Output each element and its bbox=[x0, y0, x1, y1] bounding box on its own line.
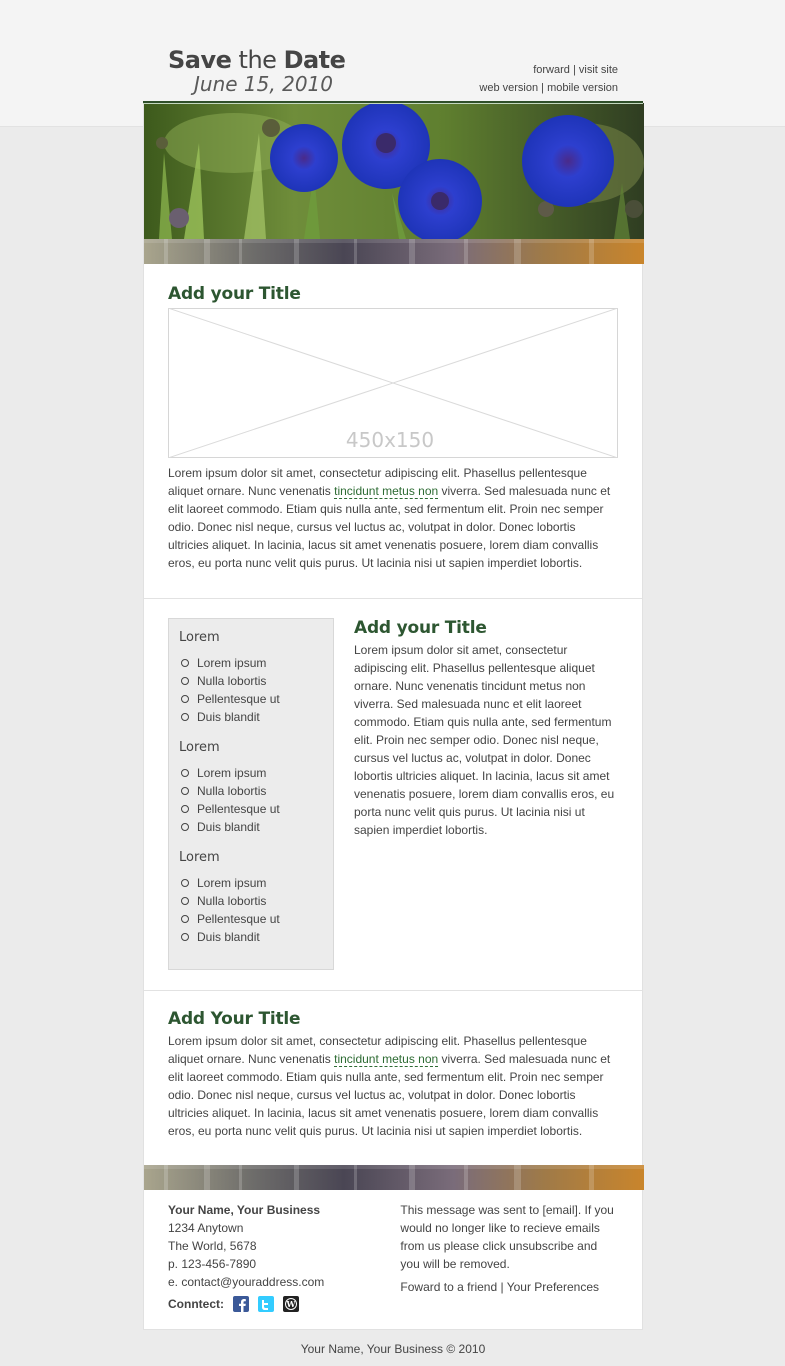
title-save: Save bbox=[168, 46, 232, 74]
list-item[interactable] bbox=[179, 672, 323, 690]
list-item-label: Lorem ipsum bbox=[197, 876, 267, 890]
hero-cornflower-image bbox=[144, 103, 644, 239]
bullet-icon bbox=[181, 677, 189, 685]
bullet-icon bbox=[181, 713, 189, 721]
list-item[interactable] bbox=[179, 690, 323, 708]
sidebar-group bbox=[179, 740, 323, 836]
section-3-title: Add Your Title bbox=[168, 1009, 301, 1029]
list-item[interactable] bbox=[179, 782, 323, 800]
list-item[interactable] bbox=[179, 708, 323, 726]
event-date: June 15, 2010 bbox=[194, 72, 333, 96]
forward-to-friend-link[interactable]: Foward to a friend bbox=[400, 1280, 498, 1294]
twitter-icon[interactable] bbox=[258, 1296, 274, 1312]
footer-links bbox=[400, 1278, 618, 1296]
visit-site-link[interactable]: visit site bbox=[578, 64, 618, 76]
list-item-label: Duis blandit bbox=[197, 820, 260, 834]
list-item-label: Duis blandit bbox=[197, 710, 260, 724]
section-2-content bbox=[354, 618, 618, 970]
contact-info bbox=[168, 1201, 400, 1317]
business-name: Your Name, Your Business bbox=[168, 1203, 321, 1217]
mobile-version-link[interactable]: mobile version bbox=[547, 82, 618, 94]
svg-text:W: W bbox=[286, 1299, 296, 1309]
notice-text: This message was sent to [email]. If you would no longer like to recieve emails from us please click unsubscribe and you will be removed. bbox=[400, 1203, 614, 1271]
sidebar-heading: Lorem bbox=[179, 630, 220, 645]
sidebar-list bbox=[179, 874, 323, 946]
list-item-label: Pellentesque ut bbox=[197, 912, 280, 926]
list-item[interactable] bbox=[179, 764, 323, 782]
list-item-label: Nulla lobortis bbox=[197, 674, 267, 688]
link-sep: | bbox=[538, 82, 548, 94]
preferences-link[interactable]: Your Preferences bbox=[506, 1280, 599, 1294]
list-item-label: Nulla lobortis bbox=[197, 784, 267, 798]
decorative-strip-top bbox=[144, 239, 644, 264]
section-3-text bbox=[168, 1032, 618, 1140]
text-part: Lorem ipsum dolor sit amet, consectetur adipiscing elit. Phasellus pellentesque aliquet ornare. Nunc venenatis bbox=[168, 1034, 587, 1066]
email-address[interactable]: e. contact@youraddress.com bbox=[168, 1275, 325, 1289]
email-wrapper bbox=[143, 0, 643, 1356]
brand bbox=[168, 46, 345, 96]
save-the-date-title bbox=[168, 46, 345, 74]
bullet-icon bbox=[181, 915, 189, 923]
list-item-label: Lorem ipsum bbox=[197, 656, 267, 670]
bullet-icon bbox=[181, 659, 189, 667]
bullet-icon bbox=[181, 823, 189, 831]
link-sep: | bbox=[497, 1280, 507, 1294]
phone: p. 123-456-7890 bbox=[168, 1257, 257, 1271]
text-part: viverra. Sed malesuada nunc et elit laoreet commodo. Etiam quis nulla ante, sed fermentum elit. Proin nec semper odio. Donec nisl neque, cursus vel luctus ac, volutpat in dolor. Donec lobortis ultricies aliquet. In lacinia, lacus sit amet venenatis posuere, lorem diam convallis eros, eu porta nunc velit quis purus. Ut lacinia nisi ut sapien imperdiet lobortis. bbox=[168, 484, 611, 570]
section-2-title: Add your Title bbox=[354, 618, 487, 638]
connect-label: Conntect: bbox=[168, 1297, 224, 1311]
list-item[interactable] bbox=[179, 928, 323, 946]
section-2 bbox=[144, 599, 642, 991]
email-body bbox=[143, 103, 643, 1330]
link-sep: | bbox=[569, 64, 579, 76]
list-item-label: Nulla lobortis bbox=[197, 894, 267, 908]
address-line-2: The World, 5678 bbox=[168, 1239, 257, 1253]
forward-link[interactable]: forward bbox=[533, 64, 570, 76]
sidebar-heading: Lorem bbox=[179, 740, 220, 755]
decorative-strip-bottom bbox=[144, 1165, 644, 1190]
text-part: Lorem ipsum dolor sit amet, consectetur adipiscing elit. Phasellus pellentesque aliquet ornare. Nunc venenatis bbox=[168, 466, 587, 498]
image-placeholder bbox=[168, 308, 618, 458]
section-3 bbox=[144, 991, 642, 1165]
bullet-icon bbox=[181, 897, 189, 905]
text-part: viverra. Sed malesuada nunc et elit laoreet commodo. Etiam quis nulla ante, sed fermentum elit. Proin nec semper odio. Donec nisl neque, cursus vel luctus ac, volutpat in dolor. Donec lobortis ultricies aliquet. In lacinia, lacus sit amet venenatis posuere, lorem diam convallis eros, eu porta nunc velit quis purus. Ut lacinia nisi ut sapien imperdiet lobortis. bbox=[168, 1052, 611, 1138]
highlight-link[interactable]: tincidunt metus non bbox=[334, 484, 439, 498]
web-version-link[interactable]: web version bbox=[479, 82, 539, 94]
section-1 bbox=[144, 264, 642, 599]
placeholder-size-label: 450x150 bbox=[345, 428, 435, 452]
list-item-label: Pellentesque ut bbox=[197, 802, 280, 816]
list-item[interactable] bbox=[179, 892, 323, 910]
highlight-link[interactable]: tincidunt metus non bbox=[334, 1052, 439, 1066]
section-2-text: Lorem ipsum dolor sit amet, consectetur adipiscing elit. Phasellus pellentesque aliquet ornare. Nunc venenatis tincidunt metus non viverra. Sed malesuada nunc et elit laoreet commodo. Etiam quis nulla ante, sed fermentum elit. Proin nec semper odio. Donec nisl neque, cursus vel luctus ac, volutpat in dolor. Donec lobortis ultricies aliquet. In lacinia, lacus sit amet venenatis posuere, lorem diam convallis eros, eu porta nunc velit quis purus. Ut lacinia nisi ut sapien imperdiet lobortis. bbox=[354, 643, 615, 837]
section-1-title: Add your Title bbox=[168, 284, 301, 304]
list-item-label: Lorem ipsum bbox=[197, 766, 267, 780]
bullet-icon bbox=[181, 695, 189, 703]
bullet-icon bbox=[181, 805, 189, 813]
list-item[interactable] bbox=[179, 654, 323, 672]
header-rule bbox=[143, 101, 643, 104]
address-line-1: 1234 Anytown bbox=[168, 1221, 244, 1235]
sidebar-list bbox=[179, 654, 323, 726]
social-connect bbox=[168, 1295, 400, 1313]
sidebar-group bbox=[179, 630, 323, 726]
facebook-icon[interactable] bbox=[233, 1296, 249, 1312]
sidebar-heading: Lorem bbox=[179, 850, 220, 865]
sidebar-list bbox=[179, 764, 323, 836]
list-item-label: Pellentesque ut bbox=[197, 692, 280, 706]
wordpress-icon[interactable] bbox=[283, 1296, 299, 1312]
email-header bbox=[143, 0, 643, 103]
list-item[interactable] bbox=[179, 910, 323, 928]
unsubscribe-notice bbox=[400, 1201, 618, 1317]
section-1-text bbox=[168, 464, 618, 572]
sidebar-box bbox=[168, 618, 334, 970]
email-footer bbox=[144, 1190, 642, 1330]
list-item[interactable] bbox=[179, 818, 323, 836]
copyright: Your Name, Your Business © 2010 bbox=[300, 1342, 486, 1356]
list-item[interactable] bbox=[179, 874, 323, 892]
bullet-icon bbox=[181, 769, 189, 777]
bullet-icon bbox=[181, 879, 189, 887]
bullet-icon bbox=[181, 787, 189, 795]
header-links bbox=[479, 61, 618, 97]
list-item[interactable] bbox=[179, 800, 323, 818]
title-the: the bbox=[231, 46, 284, 74]
title-date: Date bbox=[283, 46, 346, 74]
bullet-icon bbox=[181, 933, 189, 941]
sidebar-group bbox=[179, 850, 323, 946]
list-item-label: Duis blandit bbox=[197, 930, 260, 944]
